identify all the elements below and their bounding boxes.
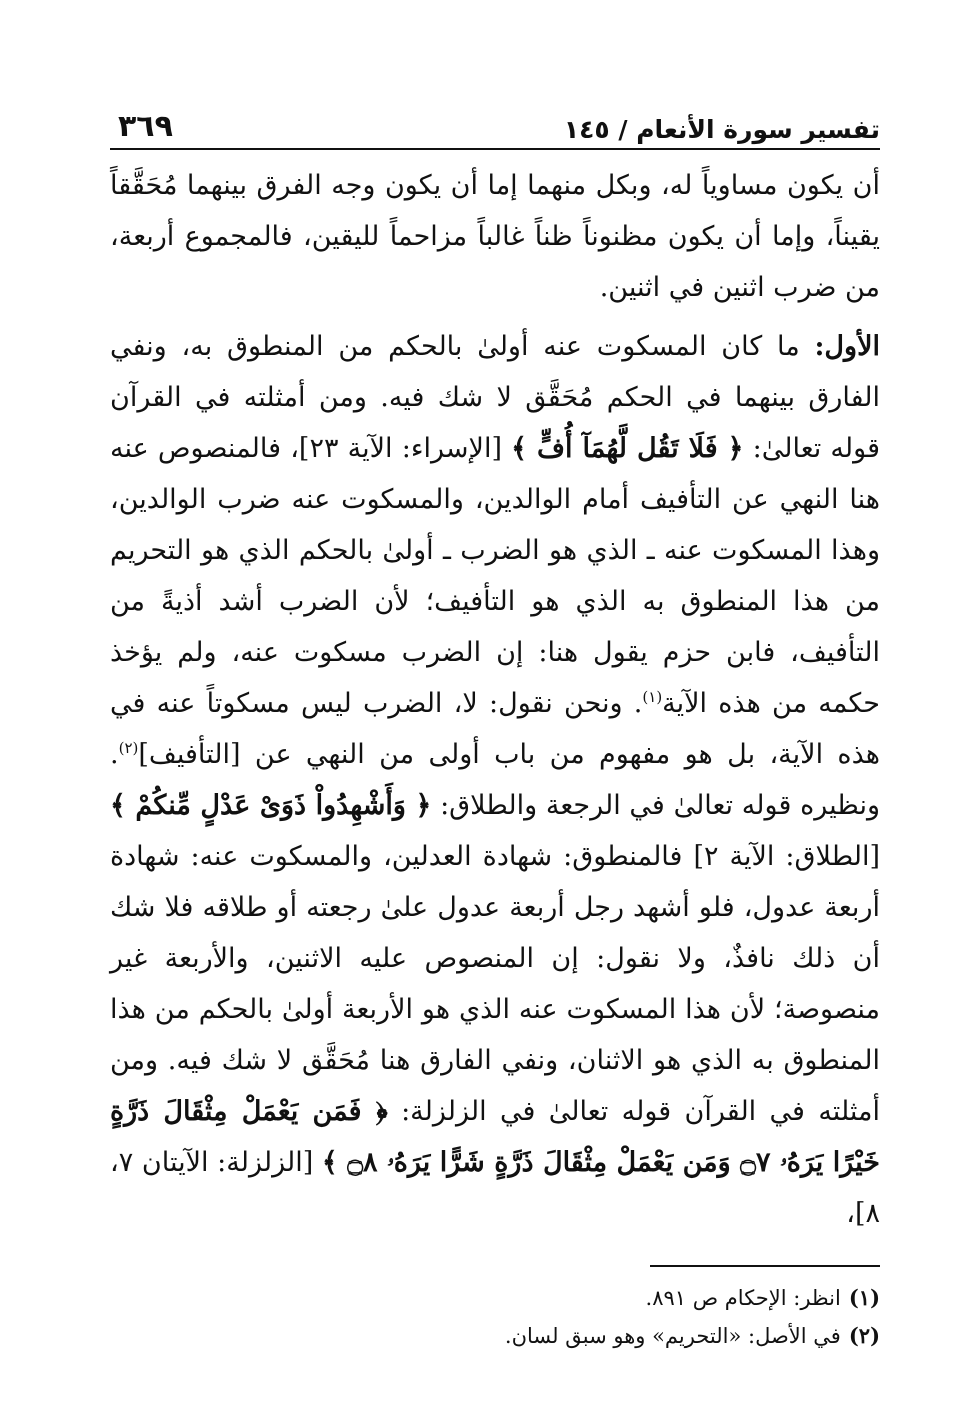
section-lead-word: الأول: (814, 331, 880, 362)
page-header (110, 100, 880, 150)
footnotes (110, 1279, 880, 1355)
paragraph-text: ما كان المسكوت عنه أولىٰ بالحكم من المنطوق به، ونفي الفارق بينهما في الحكم مُحَقَّق لا شك فيه. ومن أمثلته في القرآن قوله تعالىٰ: (110, 331, 880, 464)
book-page (110, 100, 880, 1355)
footnote-number: (٢) (848, 1323, 880, 1348)
footnote (110, 1279, 880, 1317)
footnote (110, 1317, 880, 1355)
footnote-number: (١) (848, 1285, 880, 1310)
paragraph-text: . ونظيره قوله تعالىٰ في الرجعة والطلاق: (110, 739, 880, 821)
quran-verse: ﴿ فَمَن يَعْمَلْ مِثْقَالَ ذَرَّةٍ خَيْرًا يَرَهُۥ ۝٧ وَمَن يَعْمَلْ مِثْقَالَ ذَرَّةٍ شَرًّا يَرَهُۥ ۝٨ ﴾ (110, 1096, 880, 1178)
footnote-divider (650, 1265, 880, 1267)
paragraph (110, 321, 880, 1239)
paragraph-text: [الزلزلة: الآيتان ٧، ٨]، (110, 1147, 880, 1229)
page-number: ٣٦٩ (118, 109, 173, 144)
paragraph-text: [الإسراء: الآية ٢٣]، فالمنصوص عنه هنا النهي عن التأفيف أمام الوالدين، والمسكوت عنه ضرب الوالدين، وهذا المسكوت عنه ـ الذي هو الضرب ـ أولىٰ بالحكم الذي هو التحريم من هذا المنطوق به الذي هو التأفيف؛ لأن الضرب أشد أذيةً من التأفيف، فابن حزم يقول هنا: إن الضرب مسكوت عنه، ولم يؤخذ حكمه من هذه الآية (110, 433, 880, 719)
footnote-ref: (٢) (118, 739, 139, 757)
body-text (110, 160, 880, 1239)
footnote-text: في الأصل: «التحريم» وهو سبق لسان. (504, 1324, 841, 1348)
quran-verse: ﴿ فَلَا تَقُل لَّهُمَآ أُفٍّ ﴾ (511, 433, 744, 464)
paragraph-text: أن يكون مساوياً له، وبكل منهما إما أن يكون وجه الفرق بينهما مُحَقَّقاً يقيناً، وإما أن يكون مظنوناً ظناً غالباً مزاحماً لليقين، فالمجموع أربعة، من ضرب اثنين في اثنين. (110, 170, 880, 303)
paragraph-text: . ونحن نقول: لا، الضرب ليس مسكوتاً عنه في هذه الآية، بل هو مفهوم من باب أولى من النهي عن [التأفيف] (110, 688, 880, 770)
footnote-ref: (١) (642, 688, 663, 706)
footnote-text: انظر: الإحكام ص ٨٩١. (645, 1286, 841, 1310)
paragraph (110, 160, 880, 313)
running-title: تفسير سورة الأنعام / ١٤٥ (563, 115, 880, 144)
paragraph-text: [الطلاق: الآية ٢] فالمنطوق: شهادة العدلين، والمسكوت عنه: شهادة أربعة عدول، فلو أشهد رجل أربعة عدول علىٰ رجعته أو طلاقه فلا شك أن ذلك نافذٌ، ولا نقول: إن المنصوص عليه الاثنين، والأربعة غير منصوصة؛ لأن هذا المسكوت عنه الذي هو الأربعة أولىٰ بالحكم من هذا المنطوق به الذي هو الاثنان، ونفي الفارق هنا مُحَقَّق لا شك فيه. ومن أمثلته في القرآن قوله تعالىٰ في الزلزلة: (110, 841, 880, 1127)
quran-verse: ﴿ وَأَشْهِدُواْ ذَوَىْ عَدْلٍ مِّنكُمْ ﴾ (110, 790, 432, 821)
